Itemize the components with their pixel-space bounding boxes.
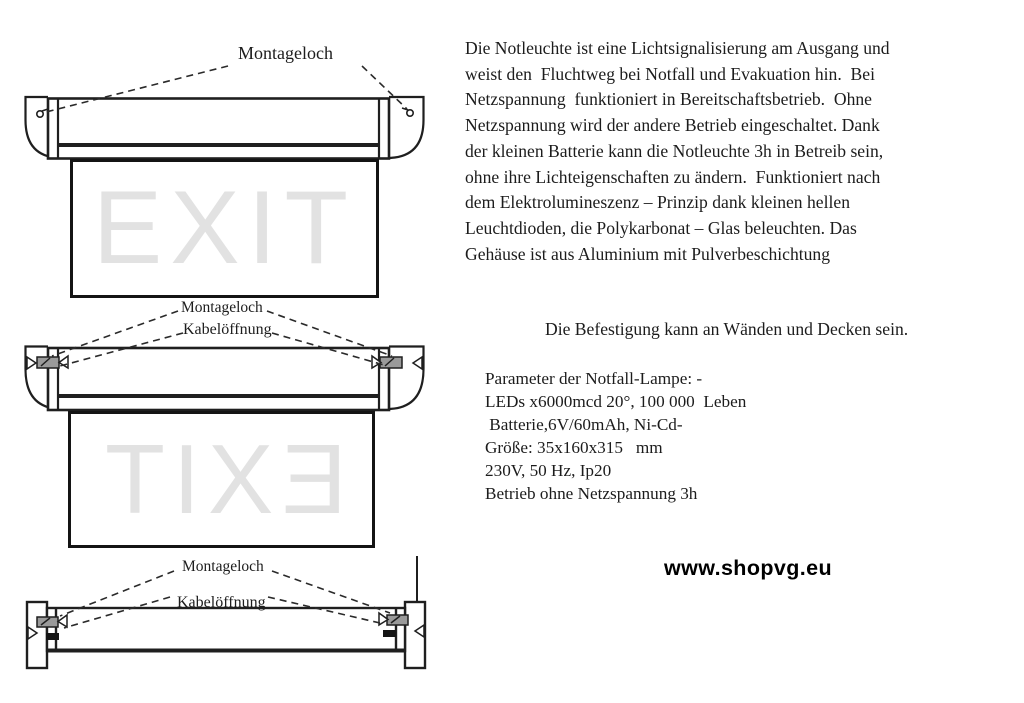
front-view-housing — [26, 97, 424, 159]
latch-block — [46, 633, 59, 640]
parameters-list — [485, 367, 746, 505]
back-right-endcap — [387, 347, 424, 410]
latch-block — [383, 630, 396, 637]
exit-sign-panel-front — [70, 159, 379, 298]
parameter-line: Größe: 35x160x315 mm — [485, 438, 663, 457]
front-right-endcap — [387, 97, 424, 158]
mounting-hole-icon — [402, 108, 413, 116]
parameter-line: Parameter der Notfall-Lampe: - — [485, 369, 703, 388]
front-montageloch-label: Montageloch — [238, 43, 333, 63]
description-line: weist den Fluchtweg bei Notfall und Evakuation hin. Bei — [465, 63, 875, 84]
front-body-bar — [48, 99, 389, 159]
parameter-line: Betrieb ohne Netzspannung 3h — [485, 484, 698, 503]
exit-sign-text-mirrored: EXIT — [96, 424, 347, 534]
description-line: Gehäuse ist aus Aluminium mit Pulverbeschichtung — [465, 243, 831, 264]
description-line: Die Notleuchte ist eine Lichtsignalisierung am Ausgang und — [465, 38, 890, 58]
parameter-line: Batterie,6V/60mAh, Ni-Cd- — [485, 415, 683, 434]
product-description — [465, 36, 890, 267]
description-line: Leuchtdioden, die Polykarbonat – Glas beleuchten. Das — [465, 217, 857, 238]
back-kabeloeffnung-label: Kabelöffnung — [183, 321, 272, 338]
description-line: dem Elektrolumineszenz – Prinzip dank kleinen hellen — [465, 192, 850, 213]
top-montageloch-label: Montageloch — [182, 558, 264, 575]
mounting-hole-icon — [413, 357, 422, 369]
description-line: der kleinen Batterie kann die Notleuchte 3h in Betreib sein, — [465, 140, 884, 161]
mounting-hole-icon — [27, 357, 36, 369]
parameter-line: 230V, 50 Hz, Ip20 — [485, 461, 612, 480]
back-montageloch-label: Montageloch — [181, 299, 263, 316]
mounting-note: Die Befestigung kann an Wänden und Decken sein. — [545, 319, 909, 339]
description-line: ohne ihre Lichteigenschaften zu ändern. Funktioniert nach — [465, 166, 881, 187]
parameter-line: LEDs x6000mcd 20°, 100 000 Leben — [485, 392, 747, 411]
exit-sign-text: EXIT — [92, 170, 357, 286]
back-body-bar — [48, 348, 389, 410]
website-url: www.shopvg.eu — [664, 556, 833, 580]
mounting-hole-icon — [37, 109, 48, 117]
exit-sign-panel-back — [68, 411, 375, 548]
description-line: Netzspannung wird der andere Betrieb eingeschaltet. Dank — [465, 115, 880, 136]
top-body-bar — [47, 608, 405, 651]
top-kabeloeffnung-label: Kabelöffnung — [177, 594, 266, 611]
back-view-housing — [26, 347, 424, 411]
description-line: Netzspannung funktioniert in Bereitschaftsbetrieb. Ohne — [465, 89, 872, 110]
